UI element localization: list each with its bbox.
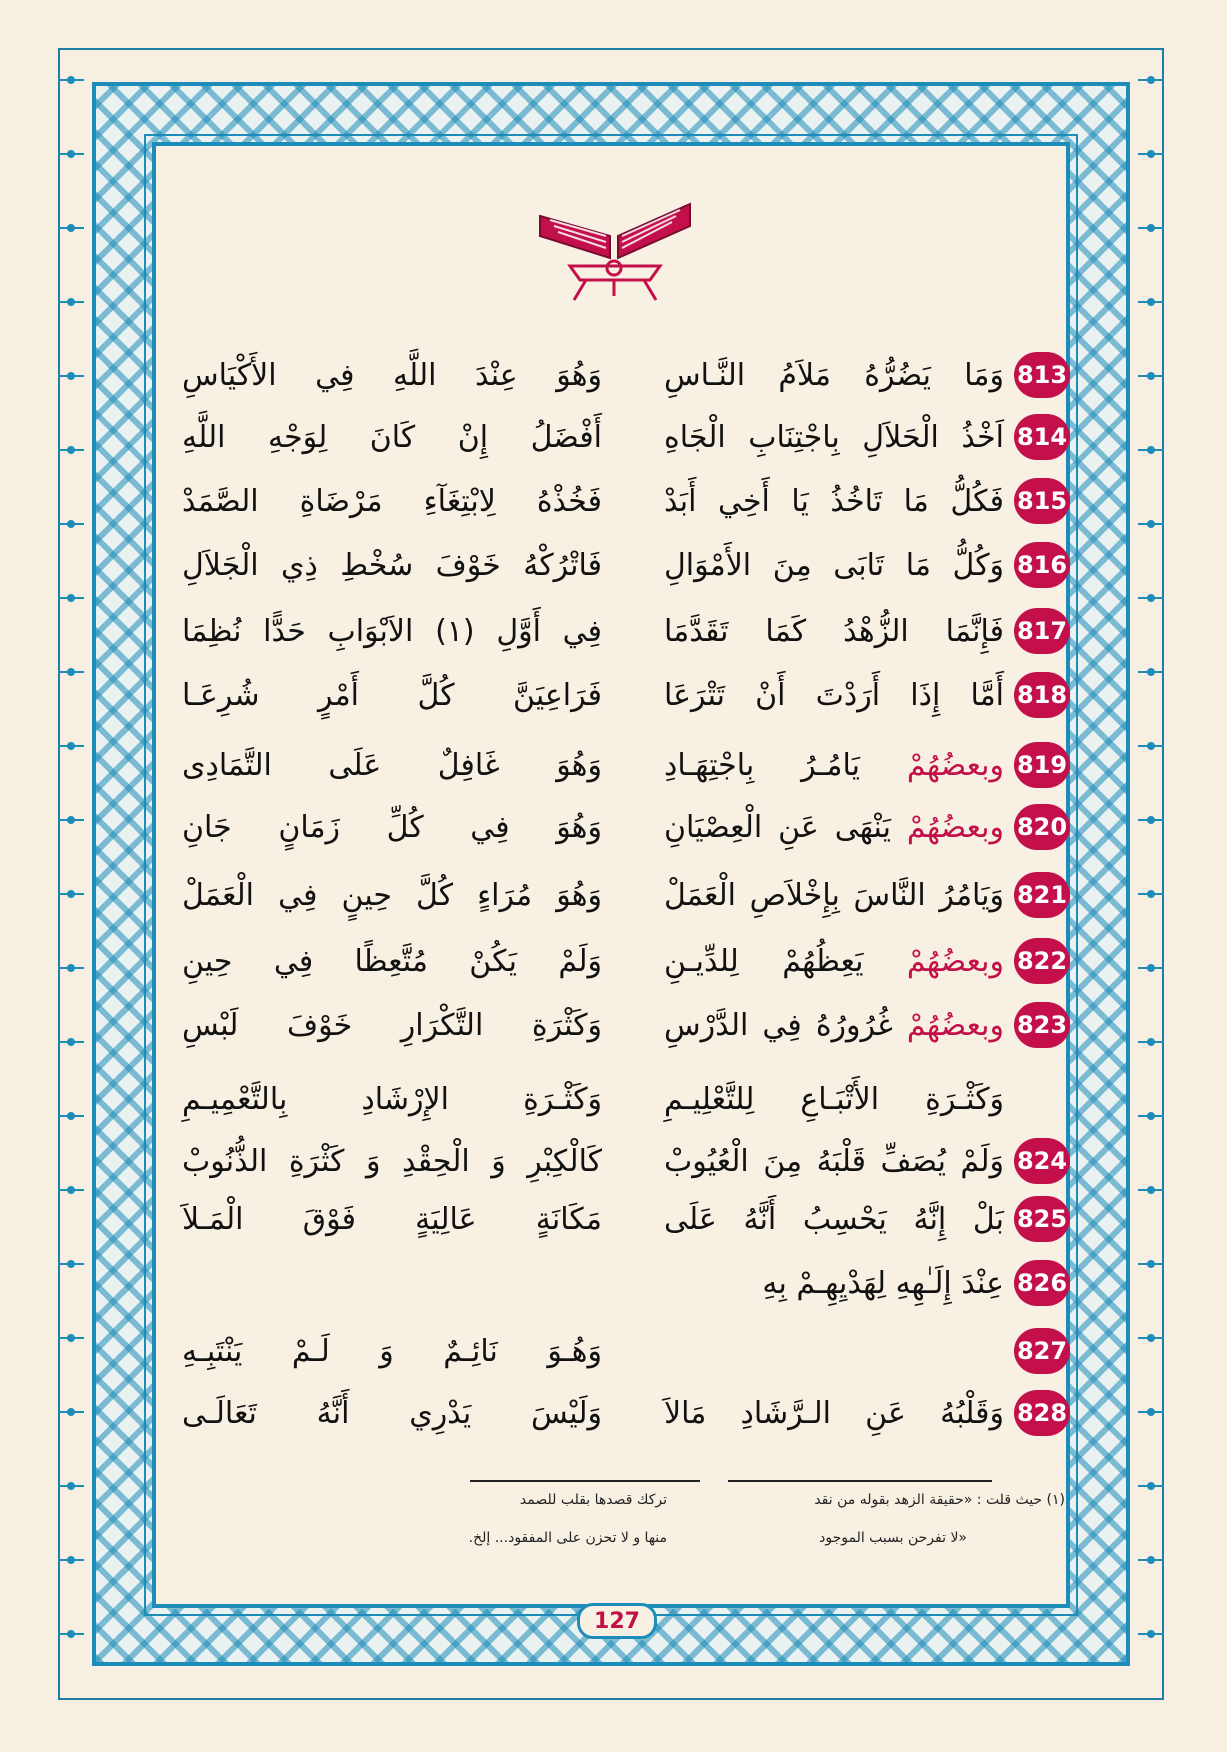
tick-dot: [68, 521, 74, 527]
verse-row: [175, 668, 1070, 724]
tick-dot: [68, 1187, 74, 1193]
verse-second-hemistich: فَخُذْهُ لِابْتِغَآءِ مَرْضَاةِ الصَّمَدْ: [182, 484, 602, 519]
verse-number-badge: 827: [1014, 1328, 1070, 1374]
verse-second-hemistich: فِي أَوَّلِ (١) الاَبْوَابِ حَدًّا نُظِمَا: [182, 614, 602, 649]
tick-dot: [1148, 743, 1154, 749]
footnote-rule-left: [470, 1480, 700, 1482]
verse-second-hemistich: وَلَيْسَ يَدْرِي أَنَّهُ تَعَالَـى: [182, 1396, 602, 1431]
verse-first-hemistich: بَلْ إِنَّهُ يَحْسِبُ أَنَّهُ عَلَى: [664, 1202, 1004, 1237]
tick-dot: [1148, 1557, 1154, 1563]
tick-dot: [1148, 1631, 1154, 1637]
verse-second-hemistich: وَهُوَ فِي كُلِّ زَمَانٍ جَانِ: [182, 810, 602, 845]
verse-number-badge: 813: [1014, 352, 1070, 398]
verse-row: [175, 868, 1070, 924]
tick-dot: [68, 151, 74, 157]
verse-number-badge: 817: [1014, 608, 1070, 654]
verse-first-hemistich: أَمَّا إِذَا أَرَدْتَ أَنْ تَتْرَعَا: [664, 678, 1004, 713]
tick-dot: [68, 1335, 74, 1341]
verse-number-badge: 820: [1014, 804, 1070, 850]
tick-dot: [68, 891, 74, 897]
verse-first-hemistich: فَكُلُّ مَا تَاخُذُ يَا أَخِي أَبَدْ: [664, 484, 1004, 519]
tick-dot: [1148, 965, 1154, 971]
tick-dot: [68, 965, 74, 971]
verse-first-hemistich: فَإِنَّمَا الزُّهْدُ كَمَا تَقَدَّمَا: [664, 614, 1004, 649]
verse-second-hemistich: وَهُوَ مُرَاءٍ كُلَّ حِينٍ فِي الْعَمَلْ: [182, 878, 602, 913]
tick-dot: [1148, 669, 1154, 675]
verse-row: [175, 538, 1070, 594]
verse-number-badge: 816: [1014, 542, 1070, 588]
verse-number-badge: 815: [1014, 478, 1070, 524]
tick-dot: [1148, 373, 1154, 379]
tick-dot: [68, 1261, 74, 1267]
verse-text: يَعِظُهُمْ لِلدِّيـنِ: [664, 944, 864, 979]
verse-row: [175, 1324, 1070, 1380]
footnote-line-1-right: (١) حيث قلت : «حقيقة الزهد بقوله من نقد: [814, 1492, 1065, 1508]
verse-row: [175, 1072, 1070, 1128]
verse-second-hemistich: وَهُـوَ نَائِـمٌ وَ لَـمْ يَنْتَبِـهِ: [182, 1334, 602, 1369]
verse-second-hemistich: وَكَثْـرَةِ الإِرْشَادِ بِالتَّعْمِيـمِ: [182, 1082, 602, 1117]
verse-second-hemistich: وَهُوَ غَافِلٌ عَلَى التَّمَادِى: [182, 748, 602, 783]
verse-first-hemistich: وَلَمْ يُصَفِّ قَلْبَهُ مِنَ الْعُيُوبْ: [664, 1144, 1004, 1179]
tick-dot: [1148, 595, 1154, 601]
tick-dot: [68, 595, 74, 601]
tick-dot: [1148, 1483, 1154, 1489]
verse-first-hemistich: [664, 800, 1004, 856]
tick-dot: [68, 225, 74, 231]
verse-first-hemistich: وَمَا يَضُرُّهُ مَلاَمُ النَّـاسِ: [664, 358, 1004, 393]
tick-row-icon: [1136, 60, 1166, 1680]
tick-dot: [68, 373, 74, 379]
tick-dot: [68, 1557, 74, 1563]
verse-second-hemistich: كَالْكِبْرِ وَ الْحِقْدِ وَ كَثْرَةِ الذُّنُوبْ: [182, 1144, 602, 1179]
verse-first-hemistich: [664, 998, 1004, 1054]
tick-dot: [1148, 1409, 1154, 1415]
verse-row: [175, 1256, 1070, 1312]
verse-number-badge: 828: [1014, 1390, 1070, 1436]
verse-row: [175, 800, 1070, 856]
tick-dot: [68, 1113, 74, 1119]
verse-number-badge: 814: [1014, 414, 1070, 460]
tick-dot: [1148, 891, 1154, 897]
verse-prefix: وبعضُهُمْ: [906, 1008, 1004, 1043]
verse-number-badge: 825: [1014, 1196, 1070, 1242]
footnote-line-2-left: منها و لا تحزن على المفقود... إلخ.: [468, 1530, 667, 1546]
tick-dot: [68, 1409, 74, 1415]
verse-row: [175, 738, 1070, 794]
verse-row: [175, 348, 1070, 404]
tick-dot: [68, 447, 74, 453]
footnote-line-2-right: «لا تفرحن بسبب الموجود: [819, 1530, 967, 1546]
verse-number-badge: 819: [1014, 742, 1070, 788]
tick-row-icon: [56, 60, 86, 1680]
verse-first-hemistich: وَكُلُّ مَا تَابَى مِنَ الأَمْوَالِ: [664, 548, 1004, 583]
verse-text: يَامُـرُ بِاجْتِهَـادِ: [664, 748, 860, 783]
tick-dot: [1148, 151, 1154, 157]
open-book-stand-icon: [530, 196, 700, 304]
verse-first-hemistich: اَخْذُ الْحَلاَلِ بِاجْتِنَابِ الْجَاهِ: [664, 420, 1004, 455]
verse-number-badge: 826: [1014, 1260, 1070, 1306]
tick-dot: [1148, 447, 1154, 453]
tick-dot: [1148, 77, 1154, 83]
verse-row: [175, 474, 1070, 530]
right-tick-ornaments: [1136, 60, 1166, 1680]
tick-dot: [1148, 1335, 1154, 1341]
verse-number-badge: 818: [1014, 672, 1070, 718]
verse-number-badge: 823: [1014, 1002, 1070, 1048]
verse-prefix: وبعضُهُمْ: [906, 748, 1004, 783]
verse-first-hemistich: وَقَلْبُهُ عَنِ الـرَّشَادِ مَالاَ: [664, 1396, 1004, 1431]
verse-row: [175, 604, 1070, 660]
verse-row: [175, 934, 1070, 990]
tick-dot: [1148, 1039, 1154, 1045]
verse-second-hemistich: مَكَانَةٍ عَالِيَةٍ فَوْقَ الْمَـلاَ: [182, 1202, 602, 1237]
tick-dot: [1148, 299, 1154, 305]
tick-dot: [68, 77, 74, 83]
tick-dot: [1148, 521, 1154, 527]
verse-row: [175, 410, 1070, 466]
tick-dot: [1148, 1261, 1154, 1267]
left-tick-ornaments: [56, 60, 86, 1680]
verse-second-hemistich: فَرَاعِيَنَّ كُلَّ أَمْرٍ شُرِعَـا: [182, 678, 602, 713]
tick-dot: [68, 743, 74, 749]
verse-second-hemistich: وَكَثْرَةِ التَّكْرَارِ خَوْفَ لَبْسِ: [182, 1008, 602, 1043]
verse-first-hemistich: وَكَثْـرَةِ الأَتْبَـاعِ لِلتَّعْلِيـمِ: [664, 1082, 1004, 1117]
tick-dot: [68, 1631, 74, 1637]
tick-dot: [68, 299, 74, 305]
tick-dot: [1148, 225, 1154, 231]
tick-dot: [68, 817, 74, 823]
page-number: 127: [577, 1603, 657, 1639]
verse-first-hemistich: [664, 738, 1004, 794]
verse-prefix: وبعضُهُمْ: [906, 810, 1004, 845]
verse-row: [175, 1192, 1070, 1248]
verse-row: [175, 1134, 1070, 1190]
tick-dot: [1148, 1187, 1154, 1193]
footnote-line-1-left: تركك قصدها بقلب للصمد: [519, 1492, 667, 1508]
verse-row: [175, 1386, 1070, 1442]
verse-second-hemistich: وَهُوَ عِنْدَ اللَّهِ فِي الأَكْيَاسِ: [182, 358, 602, 393]
tick-dot: [68, 1039, 74, 1045]
tick-dot: [1148, 817, 1154, 823]
verse-first-hemistich: [664, 934, 1004, 990]
verse-number-badge: 824: [1014, 1138, 1070, 1184]
tick-dot: [68, 669, 74, 675]
verse-number-badge: 821: [1014, 872, 1070, 918]
verse-first-hemistich: وَيَامُرُ النَّاسَ بِإِخْلاَصِ الْعَمَلْ: [664, 878, 1004, 913]
verse-row: [175, 998, 1070, 1054]
tick-dot: [1148, 1113, 1154, 1119]
verse-second-hemistich: فَاتْرُكْهُ خَوْفَ سُخْطِ ذِي الْجَلاَلِ: [182, 548, 602, 583]
verse-text: غُرُورُهُ فِي الدَّرْسِ: [664, 1008, 893, 1043]
verse-second-hemistich: وَلَمْ يَكُنْ مُتَّعِظًا فِي حِينِ: [182, 944, 602, 979]
verse-prefix: وبعضُهُمْ: [906, 944, 1004, 979]
verse-first-hemistich: عِنْدَ إِلَـٰهِهِ لِهَدْيِهِـمْ بِهِ: [762, 1266, 1004, 1301]
verse-text: يَنْهَى عَنِ الْعِصْيَانِ: [664, 810, 891, 845]
footnote-rule-right: [728, 1480, 992, 1482]
verse-number-badge: 822: [1014, 938, 1070, 984]
verse-second-hemistich: أَفْضَلُ إِنْ كَانَ لِوَجْهِ اللَّهِ: [182, 420, 602, 455]
tick-dot: [68, 1483, 74, 1489]
